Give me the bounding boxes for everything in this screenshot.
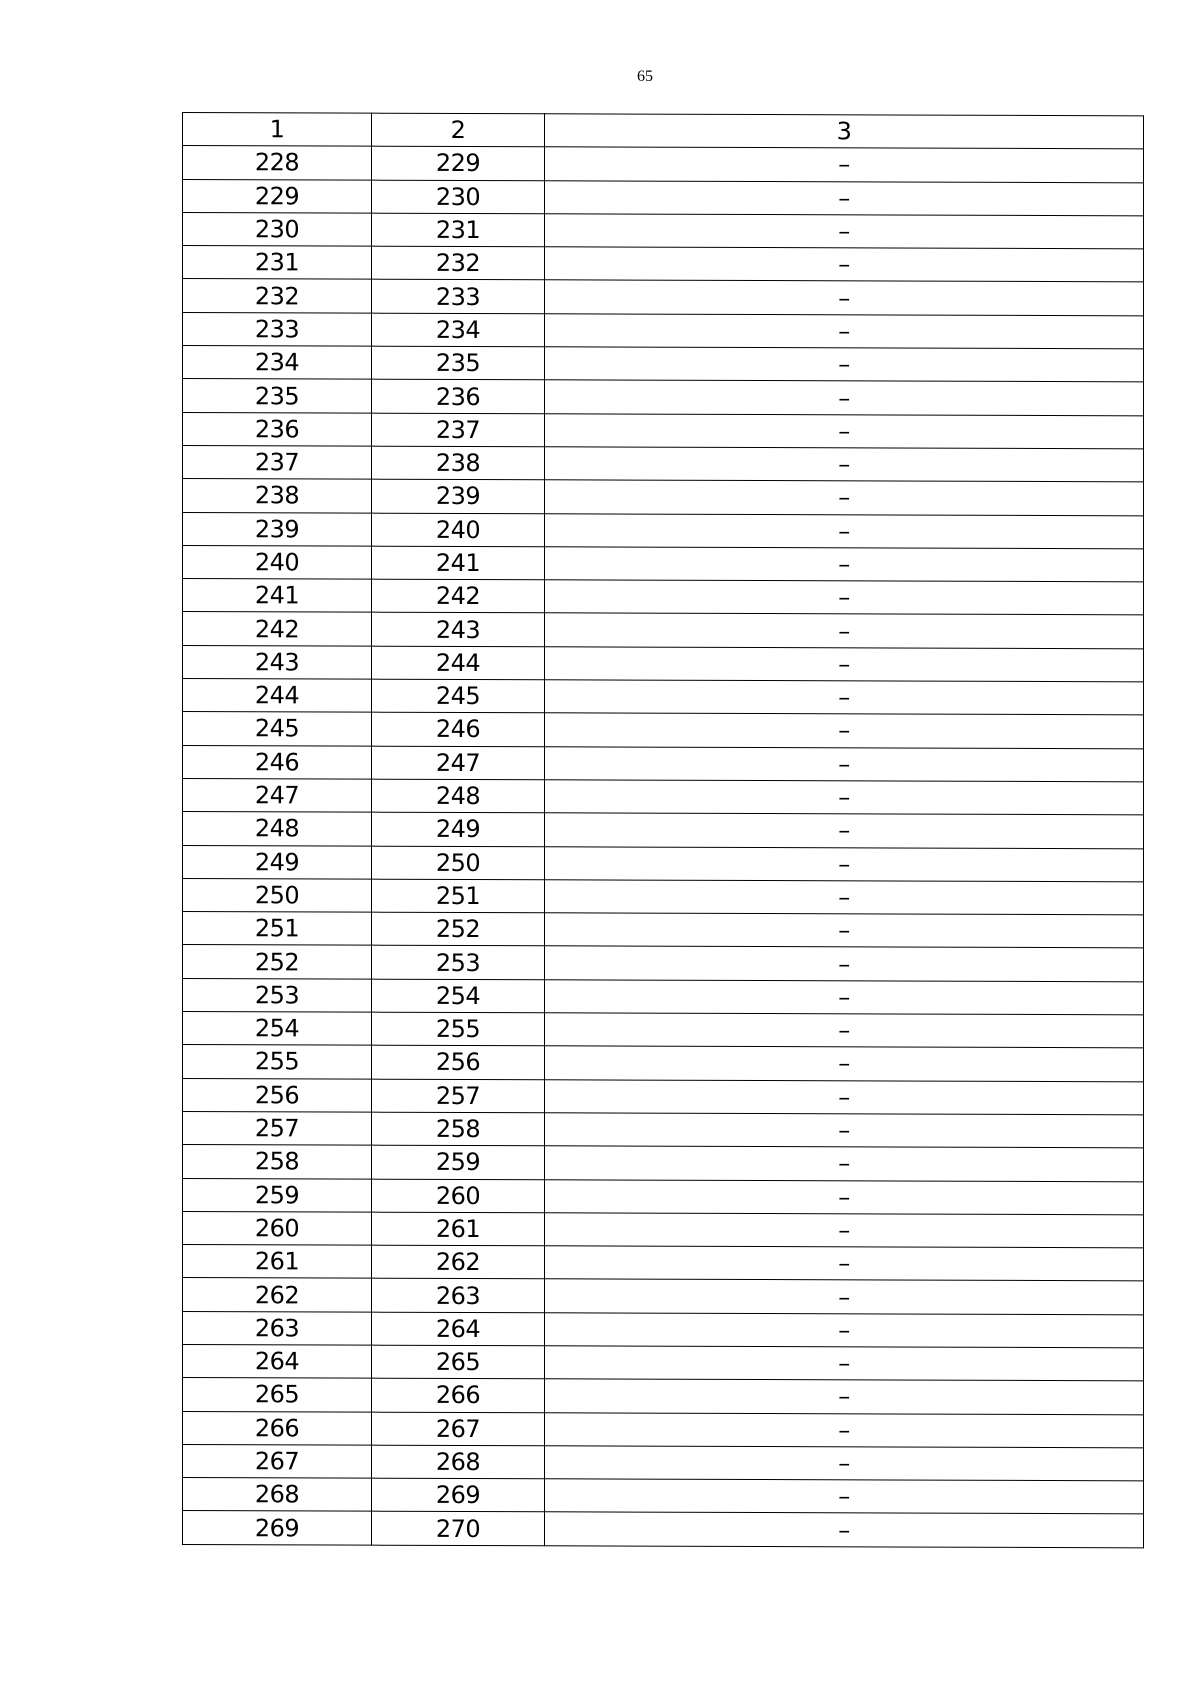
- table-cell-col-3: –: [545, 1013, 1144, 1048]
- table-cell-col-2: 257: [372, 1079, 545, 1113]
- table-row: [183, 1444, 1144, 1481]
- table-cell-col-3: –: [545, 1213, 1144, 1248]
- table-cell-col-3: –: [545, 1279, 1144, 1314]
- table-cell-col-1: 252: [183, 945, 372, 979]
- table-cell-col-1: 243: [183, 645, 372, 679]
- table-cell-col-1: 236: [183, 412, 372, 446]
- table-row: [183, 845, 1144, 882]
- table-cell-col-2: 248: [372, 779, 545, 813]
- table-cell-col-3: –: [545, 580, 1144, 615]
- table-cell-col-1: 257: [183, 1111, 372, 1145]
- table-cell-col-2: 230: [372, 180, 545, 214]
- table-cell-col-1: 253: [183, 978, 372, 1012]
- table-row: [183, 212, 1144, 249]
- table-cell-col-3: –: [545, 647, 1144, 682]
- table-row: [183, 1478, 1144, 1515]
- table-cell-col-1: 247: [183, 778, 372, 812]
- table-row: [183, 579, 1144, 616]
- table-header-row: [183, 113, 1144, 150]
- table-cell-col-1: 229: [183, 179, 372, 213]
- table-cell-col-2: 252: [372, 912, 545, 946]
- table-row: [183, 1078, 1144, 1115]
- table-row: [183, 1344, 1144, 1381]
- table-cell-col-3: –: [545, 1479, 1144, 1514]
- table-row: [183, 645, 1144, 682]
- table-cell-col-3: –: [545, 413, 1144, 448]
- table-cell-col-3: –: [545, 347, 1144, 382]
- table-row: [183, 679, 1144, 716]
- table-row: [183, 1045, 1144, 1082]
- table-cell-col-1: 264: [183, 1344, 372, 1378]
- table-cell-col-2: 236: [372, 380, 545, 414]
- table-cell-col-2: 259: [372, 1145, 545, 1179]
- table-row: [183, 745, 1144, 782]
- table-cell-col-2: 253: [372, 946, 545, 980]
- table-row: [183, 346, 1144, 383]
- table-cell-col-1: 237: [183, 445, 372, 479]
- table-row: [183, 479, 1144, 516]
- table-cell-col-2: 262: [372, 1245, 545, 1279]
- table-cell-col-2: 270: [372, 1512, 545, 1546]
- table-cell-col-3: –: [545, 147, 1144, 182]
- table-row: [183, 1378, 1144, 1415]
- table-cell-col-3: –: [545, 913, 1144, 948]
- table-cell-col-2: 265: [372, 1345, 545, 1379]
- table-row: [183, 612, 1144, 649]
- table-row: [183, 1111, 1144, 1148]
- table-cell-col-2: 256: [372, 1045, 545, 1079]
- table-cell-col-1: 230: [183, 212, 372, 246]
- table-cell-col-1: 262: [183, 1278, 372, 1312]
- table-cell-col-2: 237: [372, 413, 545, 447]
- table-cell-col-3: –: [545, 880, 1144, 915]
- table-row: [183, 379, 1144, 416]
- table-cell-col-3: –: [545, 247, 1144, 282]
- table-cell-col-1: 256: [183, 1078, 372, 1112]
- table-cell-col-1: 231: [183, 246, 372, 280]
- table-cell-col-1: 235: [183, 379, 372, 413]
- table-row: [183, 179, 1144, 216]
- table-cell-col-2: 251: [372, 879, 545, 913]
- table-cell-col-3: –: [545, 1312, 1144, 1347]
- header-cell-1: 1: [183, 113, 372, 147]
- table-row: [183, 545, 1144, 582]
- table-cell-col-2: 242: [372, 579, 545, 613]
- table-cell-col-3: –: [545, 480, 1144, 515]
- table-cell-col-1: 250: [183, 878, 372, 912]
- table-cell-col-3: –: [545, 1412, 1144, 1447]
- table-row: [183, 312, 1144, 349]
- table-cell-col-3: –: [545, 1346, 1144, 1381]
- table-cell-col-1: 240: [183, 545, 372, 579]
- table-cell-col-2: 245: [372, 679, 545, 713]
- table-cell-col-1: 234: [183, 346, 372, 380]
- table-cell-col-3: –: [545, 979, 1144, 1014]
- table-cell-col-3: –: [545, 1246, 1144, 1281]
- table-cell-col-2: 260: [372, 1179, 545, 1213]
- table-cell-col-3: –: [545, 1146, 1144, 1181]
- table-cell-col-2: 247: [372, 746, 545, 780]
- table-cell-col-3: –: [545, 746, 1144, 781]
- table-row: [183, 945, 1144, 982]
- table-cell-col-1: 248: [183, 812, 372, 846]
- table-cell-col-2: 263: [372, 1279, 545, 1313]
- table-row: [183, 778, 1144, 815]
- table-row: [183, 878, 1144, 915]
- table-cell-col-3: –: [545, 280, 1144, 315]
- table-cell-col-1: 255: [183, 1045, 372, 1079]
- table-cell-col-1: 261: [183, 1245, 372, 1279]
- table-cell-col-3: –: [545, 1046, 1144, 1081]
- table-cell-col-1: 249: [183, 845, 372, 879]
- table-cell-col-1: 260: [183, 1211, 372, 1245]
- table-cell-col-1: 267: [183, 1444, 372, 1478]
- table-row: [183, 1311, 1144, 1348]
- table-cell-col-2: 255: [372, 1012, 545, 1046]
- table-cell-col-3: –: [545, 780, 1144, 815]
- table-row: [183, 912, 1144, 949]
- table-cell-col-3: –: [545, 680, 1144, 715]
- table-row: [183, 1012, 1144, 1049]
- table-cell-col-2: 229: [372, 146, 545, 180]
- table-row: [183, 812, 1144, 849]
- table-cell-col-2: 268: [372, 1445, 545, 1479]
- table-row: [183, 1245, 1144, 1282]
- table-row: [183, 1145, 1144, 1182]
- data-table: [182, 112, 1144, 1548]
- table-body: [183, 113, 1144, 1548]
- table-cell-col-3: –: [545, 314, 1144, 349]
- table-cell-col-1: 233: [183, 312, 372, 346]
- table-cell-col-3: –: [545, 180, 1144, 215]
- table-row: [183, 279, 1144, 316]
- table-cell-col-1: 228: [183, 146, 372, 180]
- table-cell-col-2: 264: [372, 1312, 545, 1346]
- table-cell-col-2: 232: [372, 246, 545, 280]
- table-cell-col-3: –: [545, 1446, 1144, 1481]
- table-cell-col-2: 241: [372, 546, 545, 580]
- table-cell-col-3: –: [545, 713, 1144, 748]
- table-cell-col-2: 235: [372, 346, 545, 380]
- table-cell-col-1: 265: [183, 1378, 372, 1412]
- table-cell-col-2: 231: [372, 213, 545, 247]
- table-cell-col-2: 243: [372, 613, 545, 647]
- table-row: [183, 146, 1144, 183]
- table-cell-col-1: 263: [183, 1311, 372, 1345]
- table-row: [183, 712, 1144, 749]
- table-cell-col-2: 238: [372, 446, 545, 480]
- table-cell-col-1: 238: [183, 479, 372, 513]
- table-cell-col-3: –: [545, 447, 1144, 482]
- header-cell-3: 3: [545, 114, 1144, 149]
- table-cell-col-3: –: [545, 1079, 1144, 1114]
- table-cell-col-1: 254: [183, 1012, 372, 1046]
- table-cell-col-3: –: [545, 214, 1144, 249]
- table-cell-col-1: 245: [183, 712, 372, 746]
- table-cell-col-2: 233: [372, 280, 545, 314]
- table-cell-col-2: 249: [372, 812, 545, 846]
- table-cell-col-1: 266: [183, 1411, 372, 1445]
- table-row: [183, 445, 1144, 482]
- table-cell-col-3: –: [545, 813, 1144, 848]
- table-cell-col-3: –: [545, 547, 1144, 582]
- header-cell-2: 2: [372, 113, 545, 147]
- table-row: [183, 1278, 1144, 1315]
- table-cell-col-1: 232: [183, 279, 372, 313]
- table-cell-col-2: 244: [372, 646, 545, 680]
- table-cell-col-1: 269: [183, 1511, 372, 1545]
- table-cell-col-1: 258: [183, 1145, 372, 1179]
- table-cell-col-2: 240: [372, 513, 545, 547]
- table-cell-col-1: 246: [183, 745, 372, 779]
- table-cell-col-1: 242: [183, 612, 372, 646]
- table-cell-col-3: –: [545, 1113, 1144, 1148]
- table-cell-col-2: 266: [372, 1378, 545, 1412]
- table-cell-col-2: 254: [372, 979, 545, 1013]
- table-cell-col-1: 259: [183, 1178, 372, 1212]
- table-cell-col-3: –: [545, 613, 1144, 648]
- table-cell-col-3: –: [545, 1379, 1144, 1414]
- table-cell-col-3: –: [545, 513, 1144, 548]
- page-number: 65: [637, 68, 653, 85]
- table-row: [183, 1211, 1144, 1248]
- table-cell-col-1: 239: [183, 512, 372, 546]
- table-cell-col-3: –: [545, 380, 1144, 415]
- table-cell-col-2: 234: [372, 313, 545, 347]
- table-cell-col-3: –: [545, 846, 1144, 881]
- table-row: [183, 1178, 1144, 1215]
- table-cell-col-2: 267: [372, 1412, 545, 1446]
- table-cell-col-1: 241: [183, 579, 372, 613]
- table-cell-col-1: 251: [183, 912, 372, 946]
- table-cell-col-2: 239: [372, 479, 545, 513]
- table-cell-col-2: 269: [372, 1478, 545, 1512]
- table-cell-col-3: –: [545, 946, 1144, 981]
- table-row: [183, 246, 1144, 283]
- table-row: [183, 512, 1144, 549]
- table-row: [183, 412, 1144, 449]
- table-cell-col-2: 250: [372, 846, 545, 880]
- table-cell-col-1: 244: [183, 679, 372, 713]
- table-row: [183, 1511, 1144, 1548]
- table-cell-col-2: 258: [372, 1112, 545, 1146]
- table-row: [183, 978, 1144, 1015]
- table-cell-col-3: –: [545, 1179, 1144, 1214]
- table-cell-col-2: 246: [372, 713, 545, 747]
- table-cell-col-2: 261: [372, 1212, 545, 1246]
- table-cell-col-3: –: [545, 1512, 1144, 1547]
- table-cell-col-1: 268: [183, 1478, 372, 1512]
- table-row: [183, 1411, 1144, 1448]
